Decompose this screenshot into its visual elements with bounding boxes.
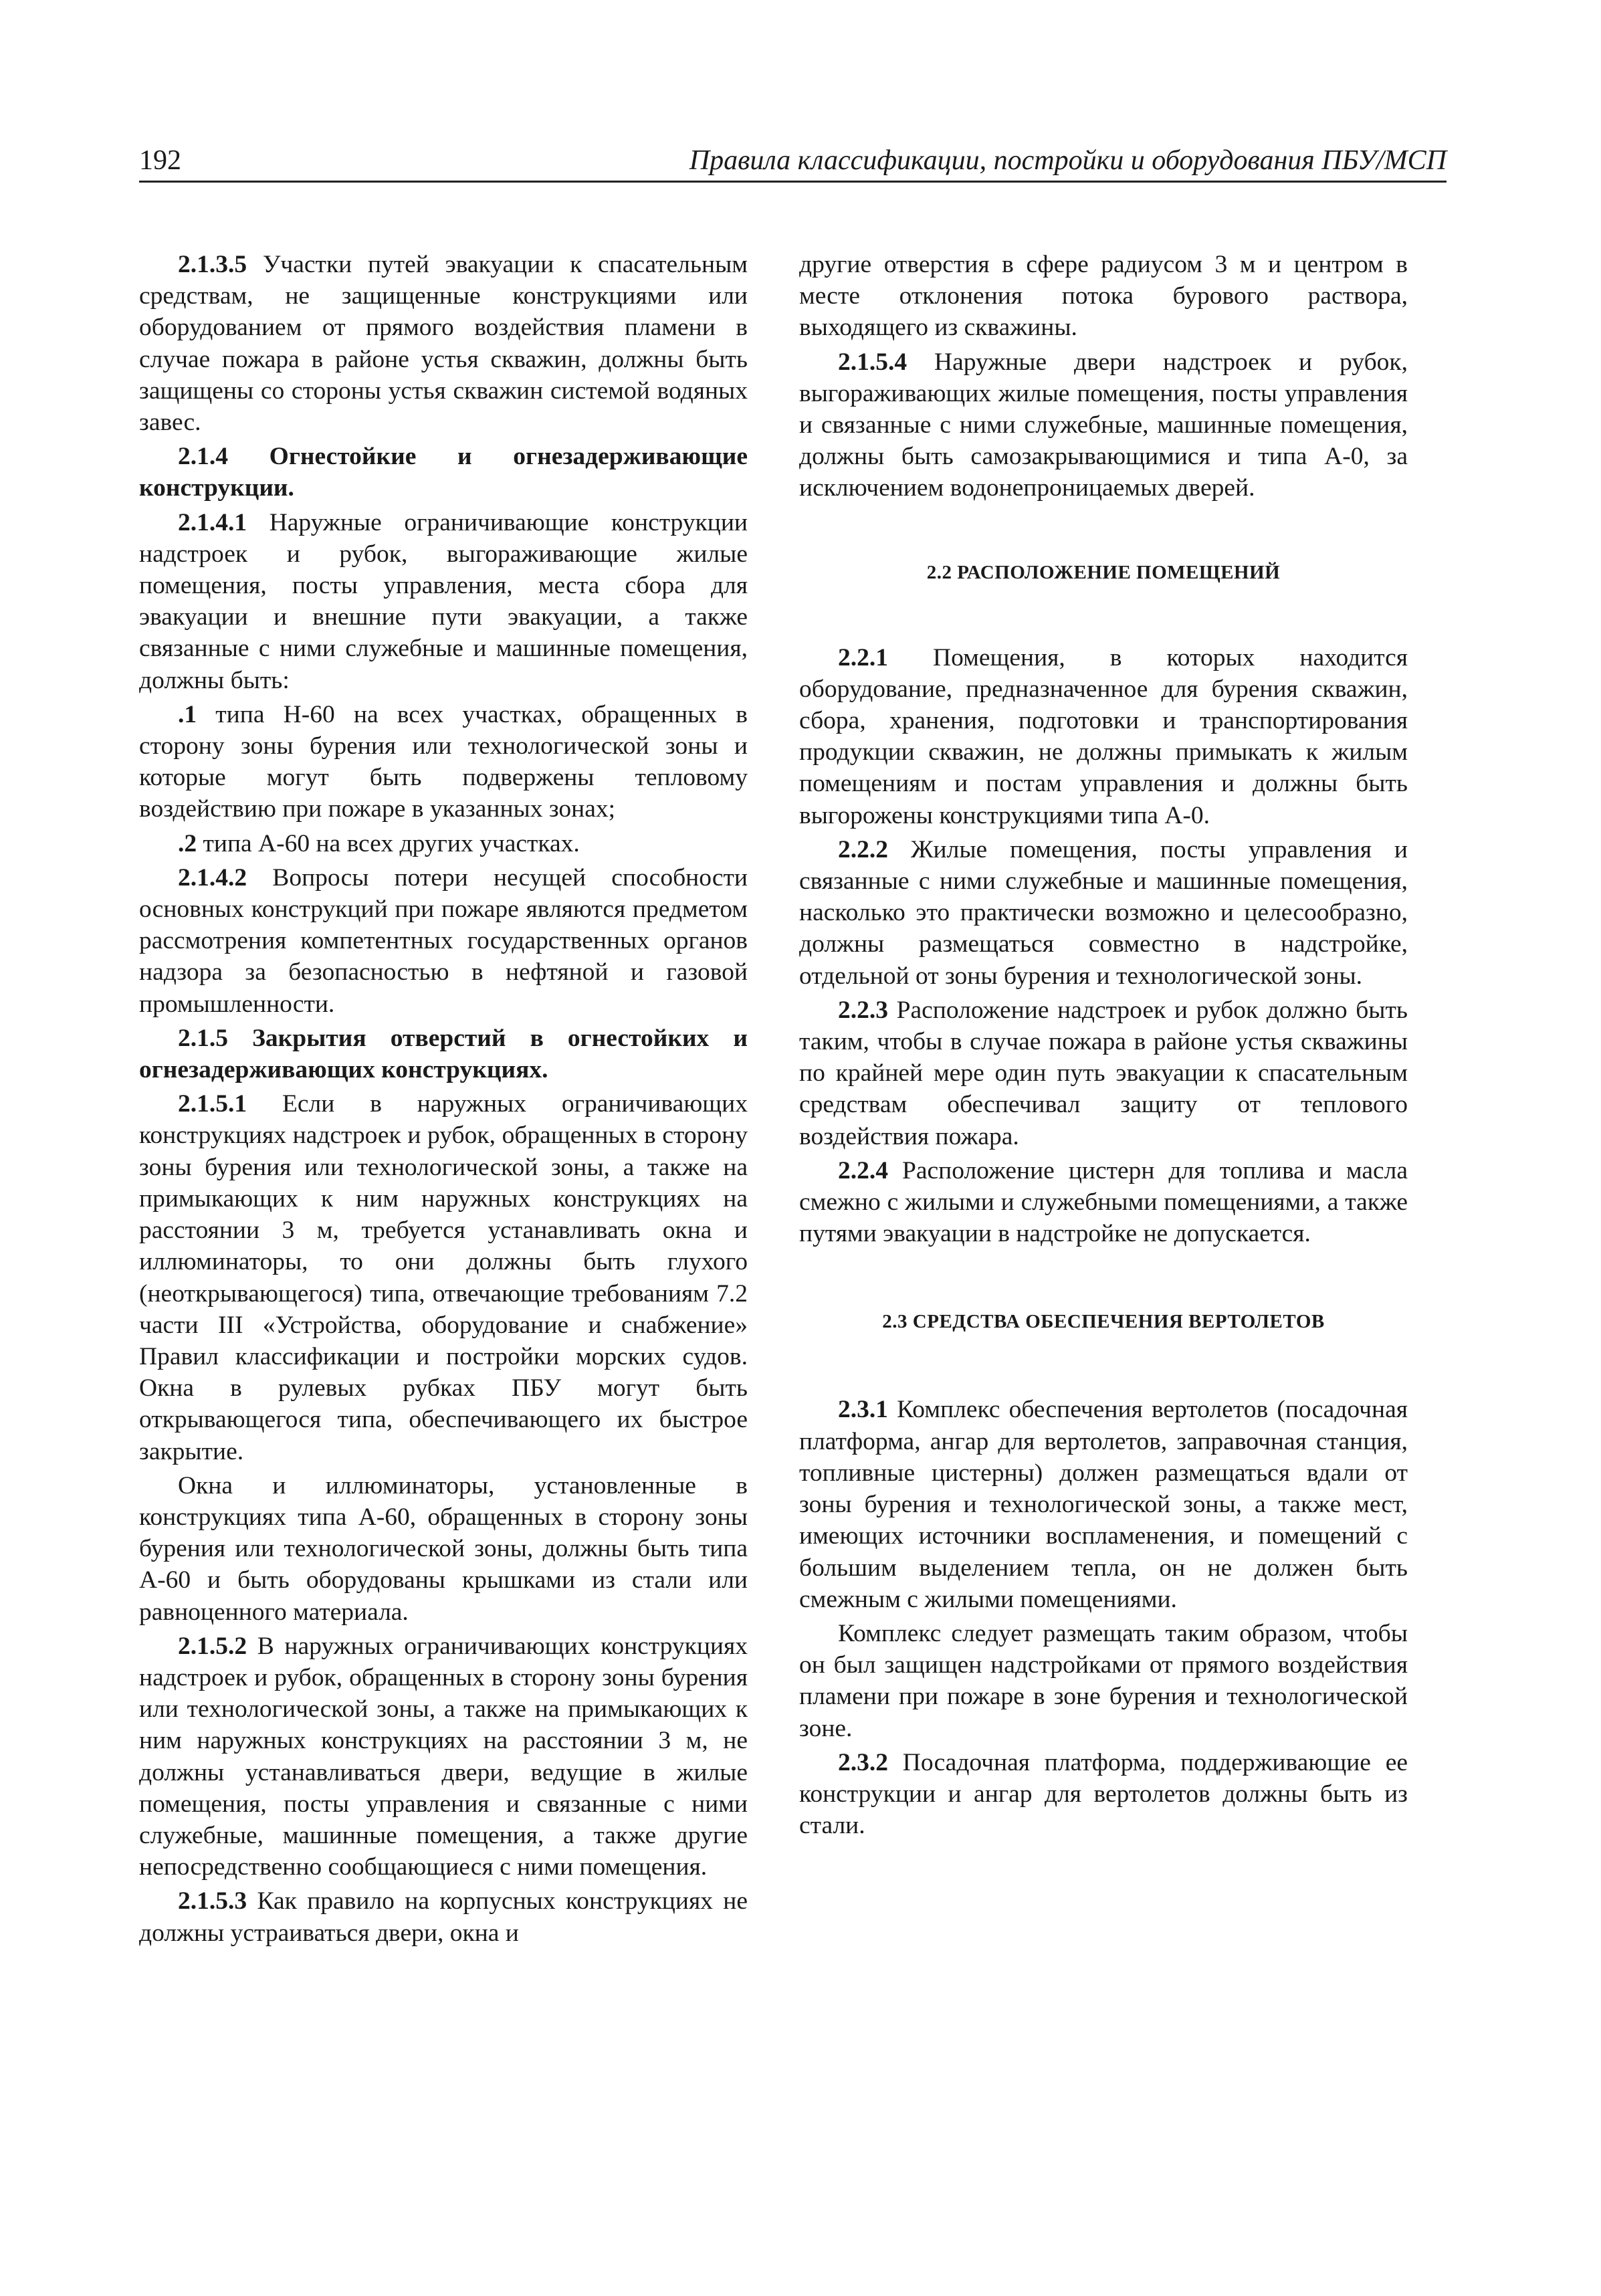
paragraph-2-1-5-2: [139, 1631, 748, 1883]
page-number: 192: [139, 145, 181, 176]
paragraph-2-2-4: [799, 1155, 1408, 1250]
paragraph-2-3-1: [799, 1394, 1408, 1614]
clause-number: 2.2.1: [838, 643, 888, 671]
paragraph-windows: Окна и иллюминаторы, установленные в конструкциях типа А-60, обращенных в сторону зоны бурения или технологической зоны, должны быть типа А-60 и быть оборудованы крышками из стали или равноценного материала.: [139, 1471, 748, 1626]
clause-number: 2.1.4: [178, 443, 228, 471]
clause-number: 2.1.5.3: [178, 1887, 247, 1915]
paragraph-2-2-3: [799, 995, 1408, 1152]
section-heading-2-3: 2.3 СРЕДСТВА ОБЕСПЕЧЕНИЯ ВЕРТОЛЕТОВ: [882, 1311, 1325, 1333]
clause-number: 2.1.4.2: [178, 863, 247, 892]
left-column: [139, 249, 748, 1952]
clause-number: 2.3.2: [838, 1748, 888, 1776]
list-item-1: [139, 699, 748, 825]
clause-text: Жилые помещения, посты управления и связанные с ними служебные и машинные помещения, насколько это практически возможно и целесообразно, должны размещаться совместно в надстройке, отдельной от зоны бурения и технологической зоны.: [799, 835, 1408, 990]
clause-number: 2.2.4: [838, 1156, 888, 1184]
clause-text: Закрытия отверстий в огнестойких и огнезадерживающих конструкциях.: [139, 1024, 748, 1084]
clause-number: 2.1.5.4: [838, 348, 908, 376]
heading-2-1-5: [139, 1023, 748, 1085]
paragraph-2-2-2: [799, 834, 1408, 992]
clause-text: Если в наружных ограничивающих конструкциях надстроек и рубок, обращенных в сторону зоны бурения или технологической зоны, а также на примыкающих к ним наружных конструкциях на расстоянии 3 м, требуется устанавливать окна и иллюминаторы, то они должны быть глухого (неоткрывающегося) типа, отвечающие требованиям 7.2 части III «Устройства, оборудование и снабжение» Правил классификации и постройки морских судов. Окна в рулевых рубках ПБУ могут быть открывающегося типа, обеспечивающего их быстрое закрытие.: [139, 1090, 748, 1465]
clause-text: Участки путей эвакуации к спасательным средствам, не защищенные конструкциями или оборудованием от прямого воздействия пламени в случае пожара в районе устья скважин, должны быть защищены со стороны устья скважин системой водяных завес.: [139, 251, 748, 437]
clause-number: 2.2.3: [838, 996, 888, 1024]
clause-text: В наружных ограничивающих конструкциях надстроек и рубок, обращенных в сторону зоны бурения или технологической зоны, а также на примыкающих к ним наружных конструкциях на расстоянии 3 м, не должны устанавливаться двери, ведущие в жилые помещения, посты управления и связанные с ними служебные, машинные помещения, а также другие непосредственно сообщающиеся с ними помещения.: [139, 1632, 748, 1881]
paragraph-2-2-1: [799, 642, 1408, 831]
paragraph-continuation: другие отверстия в сфере радиусом 3 м и центром в месте отклонения потока бурового раствора, выходящего из скважины.: [799, 251, 1408, 342]
heading-2-1-4: [139, 441, 748, 504]
clause-text: Помещения, в которых находится оборудование, предназначенное для бурения скважин, сбора, хранения, подготовки и транспортирования продукции скважин, не должны примыкать к жилым помещениям и постам управления и должны быть выгорожены конструкциями типа А-0.: [799, 643, 1408, 829]
paragraph-2-1-4-2: [139, 862, 748, 1020]
clause-number: 2.1.5: [178, 1024, 228, 1052]
clause-text: Расположение цистерн для топлива и масла смежно с жилыми и служебными помещениями, а также путями эвакуации в надстройке не допускается.: [799, 1156, 1408, 1248]
list-text: типа А-60 на всех других участках.: [197, 829, 580, 857]
list-marker: .1: [178, 700, 197, 728]
list-item-2: [139, 828, 748, 859]
clause-number: 2.1.4.1: [178, 508, 247, 536]
paragraph-2-1-5-1: [139, 1088, 748, 1467]
paragraph-2-1-4-1: [139, 507, 748, 696]
page-header: [139, 134, 1447, 183]
clause-number: 2.3.1: [838, 1396, 888, 1424]
list-text: типа Н-60 на всех участках, обращенных в сторону зоны бурения или технологической зоны и которые могут быть подвержены тепловому воздействию при пожаре в указанных зонах;: [139, 700, 748, 823]
list-marker: .2: [178, 829, 197, 857]
clause-number: 2.1.5.1: [178, 1090, 247, 1118]
paragraph-2-1-3-5: [139, 249, 748, 438]
clause-text: Огнестойкие и огнезадерживающие конструкции.: [139, 443, 748, 502]
paragraph-2-1-5-4: [799, 346, 1408, 504]
paragraph-2-1-5-3: [139, 1885, 748, 1948]
clause-number: 2.1.5.2: [178, 1632, 247, 1660]
clause-text: Наружные ограничивающие конструкции надстроек и рубок, выгораживающие жилые помещения, посты управления, места сбора для эвакуации и внешние пути эвакуации, а также связанные с ними служебные и машинные помещения, должны быть:: [139, 508, 748, 694]
section-heading-2-2: 2.2 РАСПОЛОЖЕНИЕ ПОМЕЩЕНИЙ: [926, 561, 1281, 583]
clause-text: Как правило на корпусных конструкциях не должны устраиваться двери, окна и: [139, 1887, 748, 1947]
clause-text: Расположение надстроек и рубок должно быть таким, чтобы в случае пожара в районе устья скважины по крайней мере один путь эвакуации к спасательным средствам обеспечивал защиту от теплового воздействия пожара.: [799, 996, 1408, 1150]
clause-text: Посадочная платформа, поддерживающие ее конструкции и ангар для вертолетов должны быть из стали.: [799, 1748, 1408, 1840]
clause-number: 2.1.3.5: [178, 251, 247, 278]
running-title: Правила классификации, постройки и оборудования ПБУ/МСП: [689, 145, 1447, 176]
right-column: [799, 249, 1408, 1844]
paragraph-complex: Комплекс следует размещать таким образом, чтобы он был защищен надстройками от прямого воздействия пламени при пожаре в зоне бурения и технологической зоне.: [799, 1619, 1408, 1742]
clause-text: Наружные двери надстроек и рубок, выгораживающих жилые помещения, посты управления и связанные с ними служебные, машинные помещения, должны быть самозакрывающимися и типа А-0, за исключением водонепроницаемых дверей.: [799, 348, 1408, 502]
clause-text: Вопросы потери несущей способности основных конструкций при пожаре являются предметом рассмотрения компетентных государственных органов надзора за безопасностью в нефтяной и газовой промышленности.: [139, 863, 748, 1018]
paragraph-2-3-2: [799, 1747, 1408, 1842]
clause-text: Комплекс обеспечения вертолетов (посадочная платформа, ангар для вертолетов, заправочная станция, топливные цистерны) должен размещаться вдали от зоны бурения и технологической зоны, а также мест, имеющих источники воспламенения, и помещений с большим выделением тепла, он не должен быть смежным с жилыми помещениями.: [799, 1396, 1408, 1613]
clause-number: 2.2.2: [838, 835, 888, 863]
